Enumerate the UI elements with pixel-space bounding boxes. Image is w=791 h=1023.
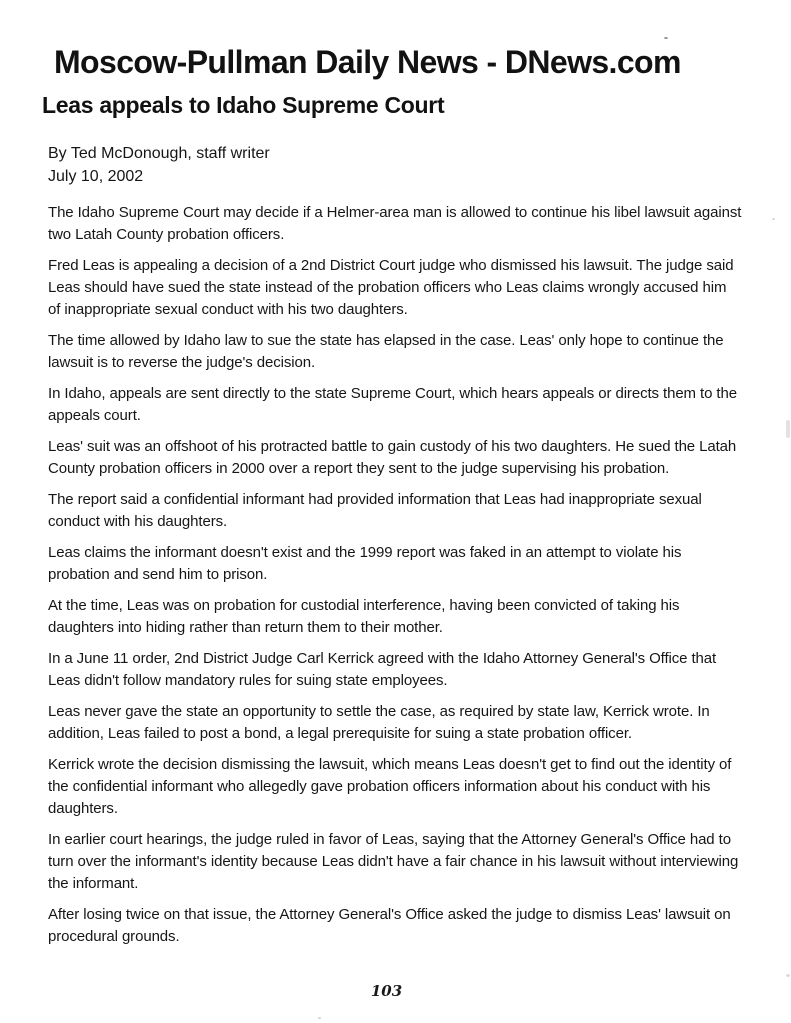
article-paragraph: In a June 11 order, 2nd District Judge Carl Kerrick agreed with the Idaho Attorney General's Office that Leas didn't follow mandatory rules for suing state employees. xyxy=(48,650,717,689)
article-paragraph: In earlier court hearings, the judge ruled in favor of Leas, saying that the Attorney General's Office had to turn over the informant's identity because Leas didn't have a fair chance in his lawsuit without interviewing the informant. xyxy=(48,831,739,892)
article-byline: By Ted McDonough, staff writer xyxy=(48,145,270,162)
scan-artifact xyxy=(786,974,790,977)
scan-artifact xyxy=(772,218,775,220)
article-date: July 10, 2002 xyxy=(48,168,144,185)
article-paragraph: Leas' suit was an offshoot of his protracted battle to gain custody of his two daughters. He sued the Latah County probation officers in 2000 over a report they sent to the judge supervising his probation. xyxy=(48,438,737,477)
article-paragraph: After losing twice on that issue, the Attorney General's Office asked the judge to dismiss Leas' lawsuit on procedural grounds. xyxy=(48,906,731,945)
article-paragraph: Kerrick wrote the decision dismissing the lawsuit, which means Leas doesn't get to find out the identity of the confidential informant who allegedly gave probation officers information about his conduct with his daughters. xyxy=(48,756,732,817)
article-paragraph: The Idaho Supreme Court may decide if a Helmer-area man is allowed to continue his libel lawsuit against two Latah County probation officers. xyxy=(48,204,742,243)
scan-artifact xyxy=(318,1017,321,1019)
article-paragraph: At the time, Leas was on probation for custodial interference, having been convicted of taking his daughters into hiding rather than return them to their mother. xyxy=(48,597,680,636)
article-paragraph: The report said a confidential informant had provided information that Leas had inappropriate sexual conduct with his daughters. xyxy=(48,491,702,530)
scan-artifact xyxy=(664,37,668,39)
article-paragraph: Fred Leas is appealing a decision of a 2nd District Court judge who dismissed his lawsuit. The judge said Leas should have sued the state instead of the probation officers who Leas claims wrongly accused him of inappropriate sexual conduct with his two daughters. xyxy=(48,257,734,318)
article-paragraph: Leas claims the informant doesn't exist and the 1999 report was faked in an attempt to violate his probation and send him to prison. xyxy=(48,544,682,583)
article-headline: Leas appeals to Idaho Supreme Court xyxy=(42,92,445,118)
page-number: 103 xyxy=(370,982,403,1000)
article-paragraph: The time allowed by Idaho law to sue the state has elapsed in the case. Leas' only hope to continue the lawsuit is to reverse the judge's decision. xyxy=(48,332,724,371)
newspaper-masthead: Moscow-Pullman Daily News - DNews.com xyxy=(54,44,681,80)
byline-block xyxy=(48,142,791,188)
scan-artifact xyxy=(786,420,790,438)
article-body xyxy=(48,202,742,948)
article-paragraph: In Idaho, appeals are sent directly to the state Supreme Court, which hears appeals or directs them to the appeals court. xyxy=(48,385,737,424)
article-paragraph: Leas never gave the state an opportunity to settle the case, as required by state law, Kerrick wrote. In addition, Leas failed to post a bond, a legal prerequisite for suing a state probation officer. xyxy=(48,703,710,742)
